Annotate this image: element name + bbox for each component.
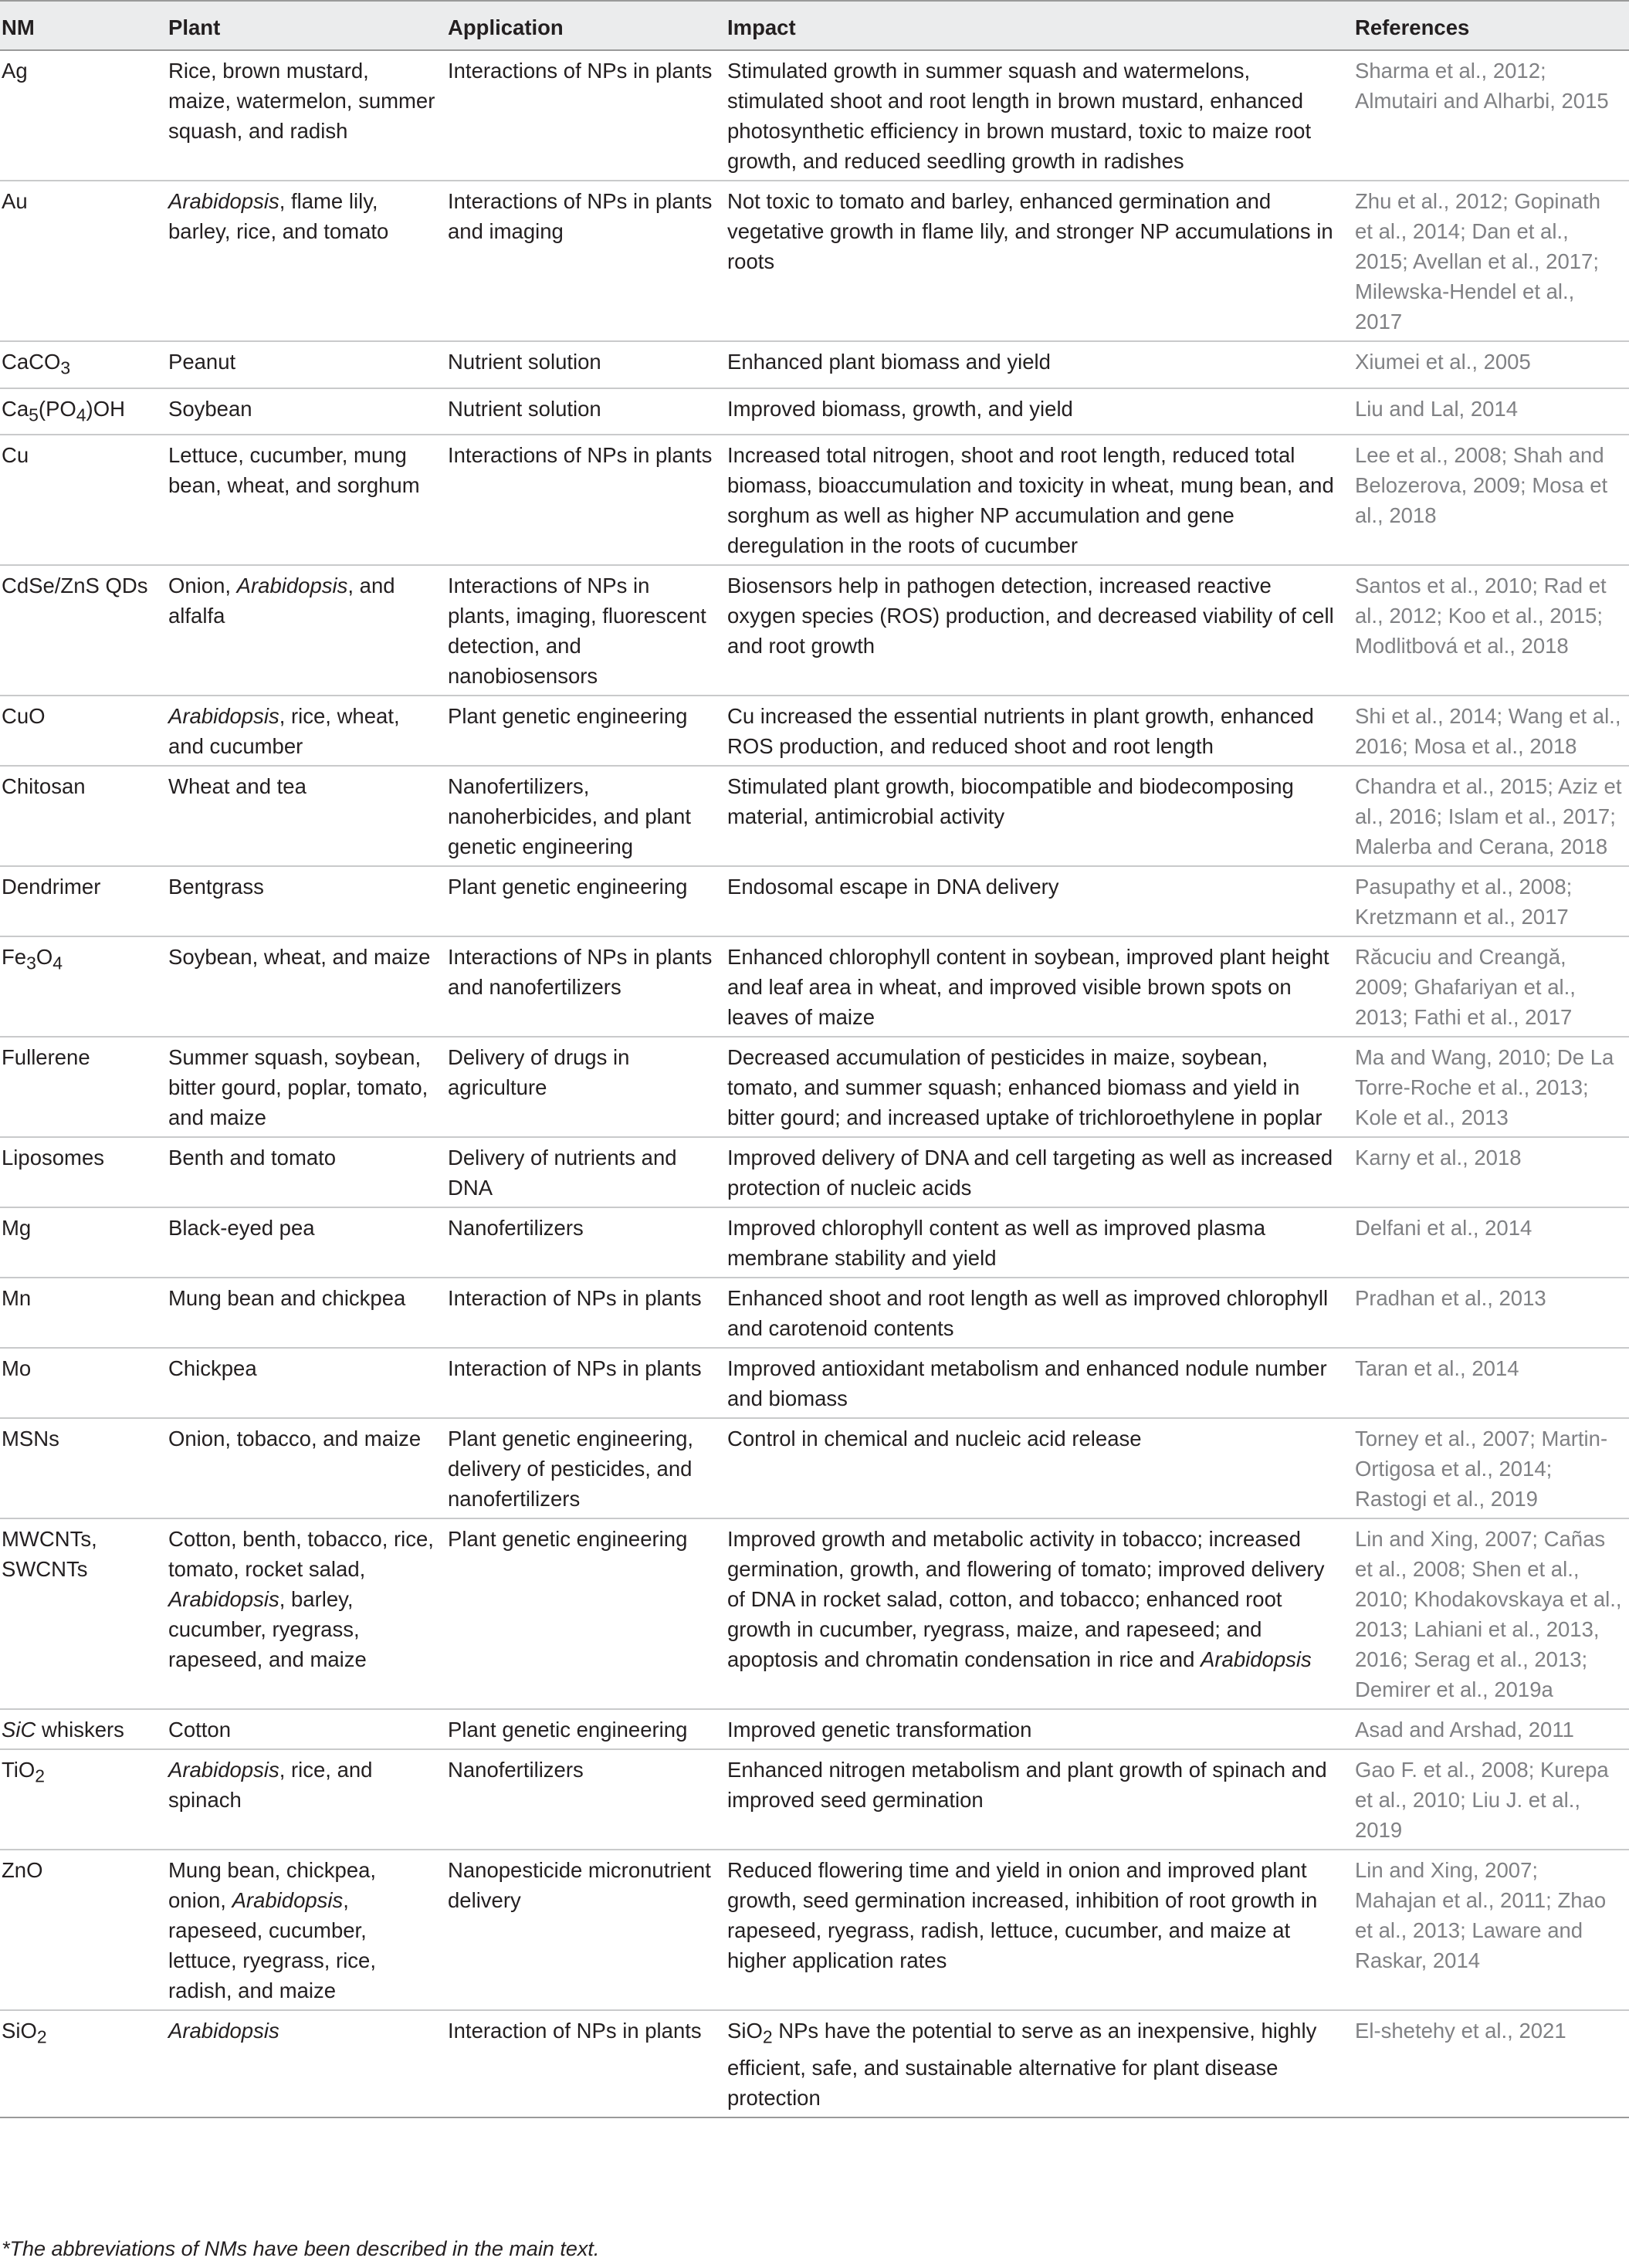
nm-cell: CdSe/ZnS QDs [0, 565, 162, 696]
nm-cell: Liposomes [0, 1137, 162, 1207]
nm-cell: Mn [0, 1278, 162, 1348]
table-row [0, 50, 1629, 181]
nm-cell: CaCO$_3$ [0, 341, 162, 388]
impact-cell: Enhanced plant biomass and yield [721, 341, 1349, 388]
references-cell: Torney et al., 2007; Martin-Ortigosa et al., 2014; Rastogi et al., 2019 [1349, 1418, 1629, 1518]
impact-cell: Increased total nitrogen, shoot and root length, reduced total biomass, bioaccumulation and toxicity in wheat, mung bean, and sorghum as well as higher NP accumulation and gene deregulation in the roots of cucumber [721, 435, 1349, 565]
application-cell: Delivery of drugs in agriculture [442, 1037, 721, 1137]
impact-cell: Improved chlorophyll content as well as improved plasma membrane stability and yield [721, 1207, 1349, 1278]
table-row [0, 1348, 1629, 1418]
nm-cell: Fullerene [0, 1037, 162, 1137]
references-cell: Delfani et al., 2014 [1349, 1207, 1629, 1278]
plant-cell: Rice, brown mustard, maize, watermelon, summer squash, and radish [162, 50, 442, 181]
impact-cell: Control in chemical and nucleic acid release [721, 1418, 1349, 1518]
references-cell: Lin and Xing, 2007; Cañas et al., 2008; Shen et al., 2010; Khodakovskaya et al., 2013; Lahiani et al., 2013, 2016; Serag et al., 2013; Demirer et al., 2019a [1349, 1518, 1629, 1709]
table-row [0, 766, 1629, 866]
nm-cell: TiO$_2$ [0, 1749, 162, 1850]
plant-cell: Onion, Arabidopsis, and alfalfa [162, 565, 442, 696]
nm-cell: ZnO [0, 1850, 162, 2010]
nm-cell: CuO [0, 696, 162, 766]
application-cell: Plant genetic engineering [442, 1709, 721, 1749]
application-cell: Nutrient solution [442, 388, 721, 435]
references-cell: Ma and Wang, 2010; De La Torre-Roche et al., 2013; Kole et al., 2013 [1349, 1037, 1629, 1137]
references-cell: Chandra et al., 2015; Aziz et al., 2016; Islam et al., 2017; Malerba and Cerana, 2018 [1349, 766, 1629, 866]
header-application: Application [442, 1, 721, 50]
application-cell: Delivery of nutrients and DNA [442, 1137, 721, 1207]
application-cell: Interactions of NPs in plants and imaging [442, 181, 721, 341]
impact-cell: Not toxic to tomato and barley, enhanced germination and vegetative growth in flame lily, and stronger NP accumulations in roots [721, 181, 1349, 341]
application-cell: Interactions of NPs in plants and nanofertilizers [442, 936, 721, 1037]
nm-cell: $Fe_3O_4$ [0, 936, 162, 1037]
references-cell: Pasupathy et al., 2008; Kretzmann et al., 2017 [1349, 866, 1629, 936]
application-cell: Plant genetic engineering [442, 1518, 721, 1709]
table-row [0, 1749, 1629, 1850]
references-cell: Liu and Lal, 2014 [1349, 388, 1629, 435]
references-cell: Răcuciu and Creangă, 2009; Ghafariyan et al., 2013; Fathi et al., 2017 [1349, 936, 1629, 1037]
header-plant: Plant [162, 1, 442, 50]
nm-cell: MSNs [0, 1418, 162, 1518]
references-cell: Shi et al., 2014; Wang et al., 2016; Mosa et al., 2018 [1349, 696, 1629, 766]
table-row [0, 181, 1629, 341]
impact-cell: Enhanced shoot and root length as well as improved chlorophyll and carotenoid contents [721, 1278, 1349, 1348]
nm-cell: Cu [0, 435, 162, 565]
plant-cell: Wheat and tea [162, 766, 442, 866]
references-cell: El-shetehy et al., 2021 [1349, 2010, 1629, 2117]
nm-cell: Au [0, 181, 162, 341]
table-row [0, 866, 1629, 936]
table-row [0, 1278, 1629, 1348]
plant-cell: Benth and tomato [162, 1137, 442, 1207]
table-row [0, 341, 1629, 388]
plant-cell: Onion, tobacco, and maize [162, 1418, 442, 1518]
references-cell: Lin and Xing, 2007; Mahajan et al., 2011; Zhao et al., 2013; Laware and Raskar, 2014 [1349, 1850, 1629, 2010]
application-cell: Interactions of NPs in plants [442, 435, 721, 565]
table-row [0, 1207, 1629, 1278]
impact-cell: Stimulated growth in summer squash and watermelons, stimulated shoot and root length in brown mustard, enhanced photosynthetic efficiency in brown mustard, toxic to maize root growth, and reduced seedling growth in radishes [721, 50, 1349, 181]
application-cell: Interactions of NPs in plants, imaging, fluorescent detection, and nanobiosensors [442, 565, 721, 696]
nm-cell: SiC whiskers [0, 1709, 162, 1749]
impact-cell: Improved delivery of DNA and cell targeting as well as increased protection of nucleic acids [721, 1137, 1349, 1207]
table-row [0, 388, 1629, 435]
table-row [0, 1850, 1629, 2010]
table-row [0, 696, 1629, 766]
impact-cell: SiO$_2$ NPs have the potential to serve as an inexpensive, highly efficient, safe, and sustainable alternative for plant disease protection [721, 2010, 1349, 2117]
references-cell: Asad and Arshad, 2011 [1349, 1709, 1629, 1749]
plant-cell: Black-eyed pea [162, 1207, 442, 1278]
references-cell: Sharma et al., 2012; Almutairi and Alharbi, 2015 [1349, 50, 1629, 181]
nm-cell: SiO$_2$ [0, 2010, 162, 2117]
header-nm: NM [0, 1, 162, 50]
table-row [0, 1709, 1629, 1749]
impact-cell: Decreased accumulation of pesticides in maize, soybean, tomato, and summer squash; enhanced biomass and yield in bitter gourd; and increased uptake of trichloroethylene in poplar [721, 1037, 1349, 1137]
plant-cell: Arabidopsis [162, 2010, 442, 2117]
table-row [0, 435, 1629, 565]
plant-cell: Arabidopsis, rice, wheat, and cucumber [162, 696, 442, 766]
impact-cell: Reduced flowering time and yield in onion and improved plant growth, seed germination increased, inhibition of root growth in rapeseed, ryegrass, radish, lettuce, cucumber, and maize at higher application rates [721, 1850, 1349, 2010]
header-references: References [1349, 1, 1629, 50]
application-cell: Interactions of NPs in plants [442, 50, 721, 181]
nm-cell: $Ca_5(PO_4)OH$ [0, 388, 162, 435]
application-cell: Nanofertilizers [442, 1207, 721, 1278]
references-cell: Zhu et al., 2012; Gopinath et al., 2014; Dan et al., 2015; Avellan et al., 2017; Milewska-Hendel et al., 2017 [1349, 181, 1629, 341]
plant-cell: Soybean [162, 388, 442, 435]
application-cell: Plant genetic engineering [442, 696, 721, 766]
plant-cell: Summer squash, soybean, bitter gourd, poplar, tomato, and maize [162, 1037, 442, 1137]
application-cell: Plant genetic engineering [442, 866, 721, 936]
table-row [0, 1137, 1629, 1207]
plant-cell: Cotton, benth, tobacco, rice, tomato, rocket salad, Arabidopsis, barley, cucumber, ryegrass, rapeseed, and maize [162, 1518, 442, 1709]
application-cell: Plant genetic engineering, delivery of pesticides, and nanofertilizers [442, 1418, 721, 1518]
impact-cell: Enhanced nitrogen metabolism and plant growth of spinach and improved seed germination [721, 1749, 1349, 1850]
plant-cell: Bentgrass [162, 866, 442, 936]
table-row [0, 1037, 1629, 1137]
application-cell: Interaction of NPs in plants [442, 1278, 721, 1348]
impact-cell: Improved genetic transformation [721, 1709, 1349, 1749]
table-body [0, 50, 1629, 2117]
plant-cell: Arabidopsis, flame lily, barley, rice, and tomato [162, 181, 442, 341]
references-cell: Pradhan et al., 2013 [1349, 1278, 1629, 1348]
application-cell: Nanofertilizers [442, 1749, 721, 1850]
table-row [0, 936, 1629, 1037]
impact-cell: Endosomal escape in DNA delivery [721, 866, 1349, 936]
plant-cell: Peanut [162, 341, 442, 388]
plant-cell: Soybean, wheat, and maize [162, 936, 442, 1037]
plant-cell: Arabidopsis, rice, and spinach [162, 1749, 442, 1850]
table-row [0, 2010, 1629, 2117]
references-cell: Karny et al., 2018 [1349, 1137, 1629, 1207]
header-row [0, 1, 1629, 50]
application-cell: Interaction of NPs in plants [442, 1348, 721, 1418]
impact-cell: Biosensors help in pathogen detection, increased reactive oxygen species (ROS) production, and decreased viability of cell and root growth [721, 565, 1349, 696]
application-cell: Nutrient solution [442, 341, 721, 388]
references-cell: Xiumei et al., 2005 [1349, 341, 1629, 388]
nm-cell: Ag [0, 50, 162, 181]
plant-cell: Mung bean and chickpea [162, 1278, 442, 1348]
table-row [0, 1518, 1629, 1709]
impact-cell: Improved biomass, growth, and yield [721, 388, 1349, 435]
references-cell: Santos et al., 2010; Rad et al., 2012; Koo et al., 2015; Modlitbová et al., 2018 [1349, 565, 1629, 696]
references-cell: Gao F. et al., 2008; Kurepa et al., 2010; Liu J. et al., 2019 [1349, 1749, 1629, 1850]
plant-cell: Chickpea [162, 1348, 442, 1418]
nm-cell: Mo [0, 1348, 162, 1418]
nm-cell: MWCNTs, SWCNTs [0, 1518, 162, 1709]
impact-cell: Cu increased the essential nutrients in plant growth, enhanced ROS production, and reduced shoot and root length [721, 696, 1349, 766]
nm-cell: Mg [0, 1207, 162, 1278]
nm-cell: Chitosan [0, 766, 162, 866]
header-impact: Impact [721, 1, 1349, 50]
plant-cell: Lettuce, cucumber, mung bean, wheat, and sorghum [162, 435, 442, 565]
application-cell: Interaction of NPs in plants [442, 2010, 721, 2117]
references-cell: Lee et al., 2008; Shah and Belozerova, 2009; Mosa et al., 2018 [1349, 435, 1629, 565]
plant-cell: Mung bean, chickpea, onion, Arabidopsis, rapeseed, cucumber, lettuce, ryegrass, rice, radish, and maize [162, 1850, 442, 2010]
impact-cell: Improved growth and metabolic activity in tobacco; increased germination, growth, and flowering of tomato; improved delivery of DNA in rocket salad, cotton, and tobacco; enhanced root growth in cucumber, ryegrass, maize, and rapeseed; and apoptosis and chromatin condensation in rice and Arabidopsis [721, 1518, 1349, 1709]
table-row [0, 1418, 1629, 1518]
nm-cell: Dendrimer [0, 866, 162, 936]
application-cell: Nanopesticide micronutrient delivery [442, 1850, 721, 2010]
references-cell: Taran et al., 2014 [1349, 1348, 1629, 1418]
plant-cell: Cotton [162, 1709, 442, 1749]
impact-cell: Enhanced chlorophyll content in soybean, improved plant height and leaf area in wheat, and improved visible brown spots on leaves of maize [721, 936, 1349, 1037]
impact-cell: Improved antioxidant metabolism and enhanced nodule number and biomass [721, 1348, 1349, 1418]
application-cell: Nanofertilizers, nanoherbicides, and plant genetic engineering [442, 766, 721, 866]
table-footnote: *The abbreviations of NMs have been described in the main text. [2, 2237, 600, 2260]
table-row [0, 565, 1629, 696]
impact-cell: Stimulated plant growth, biocompatible and biodecomposing material, antimicrobial activity [721, 766, 1349, 866]
